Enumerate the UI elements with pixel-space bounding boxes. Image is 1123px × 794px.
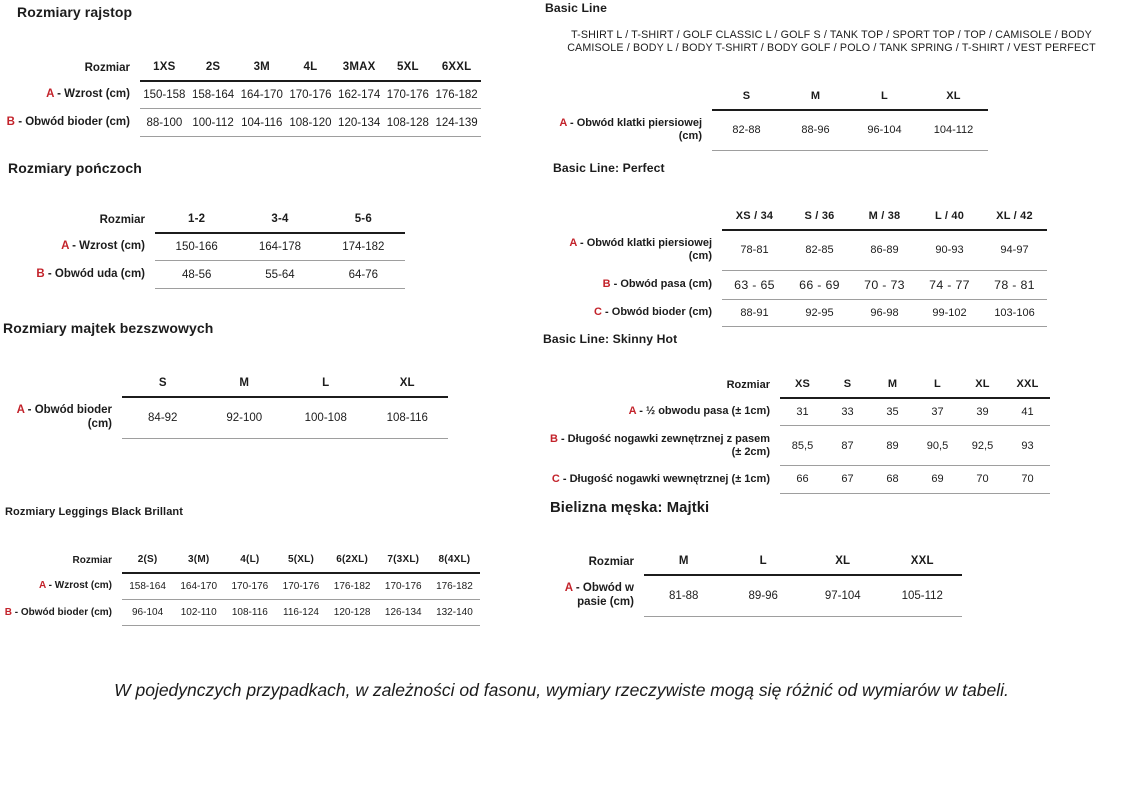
corner-header: Rozmiar (588, 555, 634, 568)
table-cell: 82-85 (787, 230, 852, 270)
row-label (33, 233, 155, 261)
section-title: Rozmiary Leggings Black Brillant (5, 506, 184, 518)
table-row (0, 109, 481, 137)
column-header: L (915, 373, 960, 398)
table-cell: 89 (870, 426, 915, 466)
header-row (0, 56, 481, 81)
table-cell: 69 (915, 466, 960, 493)
column-header: 2S (189, 56, 238, 81)
row-letter: A (559, 116, 567, 129)
table-row (543, 466, 1050, 493)
row-letter: B (4, 606, 12, 618)
table-cell: 37 (915, 398, 960, 426)
table-cell: 108-120 (286, 109, 335, 137)
table-cell: 63 - 65 (722, 270, 787, 299)
section-title: Basic Line: Perfect (553, 161, 665, 175)
row-label-text: - Obwód pasa (cm) (613, 278, 712, 291)
corner-header: Rozmiar (726, 378, 770, 391)
table-cell: 90-93 (917, 230, 982, 270)
table-cell: 158-164 (189, 81, 238, 109)
row-label-text: - Obwód bioder (cm) (18, 115, 130, 128)
table-row (560, 230, 1047, 270)
row-label (560, 230, 722, 270)
row-letter: C (551, 472, 560, 485)
column-header: 1XS (140, 56, 189, 81)
table-cell: 88-91 (722, 299, 787, 326)
column-header: 5(XL) (275, 549, 326, 573)
column-header: 2(S) (122, 549, 173, 573)
table-row (545, 110, 988, 150)
row-label (33, 261, 155, 289)
table-cell: 108-128 (384, 109, 433, 137)
table-cell: 176-182 (327, 573, 378, 600)
column-header: 3-4 (238, 208, 321, 233)
table-cell: 150-166 (155, 233, 238, 261)
corner-header (560, 205, 722, 230)
table-cell: 94-97 (982, 230, 1047, 270)
table-cell: 120-134 (335, 109, 384, 137)
table-cell: 126-134 (378, 600, 429, 626)
row-label (543, 398, 780, 426)
table-cell: 164-178 (238, 233, 321, 261)
table-cell: 96-98 (852, 299, 917, 326)
section-rajstop (0, 4, 540, 137)
row-label (543, 426, 780, 466)
column-header: 3M (237, 56, 286, 81)
table-cell: 31 (780, 398, 825, 426)
table-cell: 92-95 (787, 299, 852, 326)
table-cell: 48-56 (155, 261, 238, 289)
row-label (0, 109, 140, 137)
row-letter: A (16, 404, 25, 416)
table-cell: 67 (825, 466, 870, 493)
header-row (2, 549, 480, 573)
table-cell: 162-174 (335, 81, 384, 109)
section-leggings (0, 506, 540, 626)
table-cell: 164-170 (237, 81, 286, 109)
table-cell: 102-110 (173, 600, 224, 626)
column-header: M (644, 550, 724, 575)
row-label-text: - Obwód bioder (cm) (27, 404, 112, 430)
row-letter: B (36, 267, 45, 280)
table-cell: 170-176 (275, 573, 326, 600)
column-header: 3MAX (335, 56, 384, 81)
table-cell: 97-104 (803, 575, 883, 617)
table-row (543, 426, 1050, 466)
row-letter: A (628, 405, 637, 418)
section-perfect (540, 161, 1123, 327)
column-header: L / 40 (917, 205, 982, 230)
table-cell: 66 - 69 (787, 270, 852, 299)
row-label (560, 299, 722, 326)
table-cell: 78-81 (722, 230, 787, 270)
table-cell: 100-112 (189, 109, 238, 137)
column-header: M (870, 373, 915, 398)
section-majtki-meskie (540, 500, 1123, 617)
table-cell: 70 (960, 466, 1005, 493)
table-cell: 70 - 73 (852, 270, 917, 299)
table-cell: 68 (870, 466, 915, 493)
section-title: Rozmiary majtek bezszwowych (3, 320, 214, 336)
table-cell: 104-116 (237, 109, 286, 137)
column-header: 8(4XL) (429, 549, 480, 573)
row-label (560, 270, 722, 299)
corner-header: Rozmiar (99, 213, 145, 226)
column-header: XXL (1005, 373, 1050, 398)
row-label (2, 397, 122, 439)
column-header: XL (919, 85, 988, 110)
row-label-text: - ½ obwodu pasa (± 1cm) (639, 405, 770, 418)
table-cell: 82-88 (712, 110, 781, 150)
table-cell: 132-140 (429, 600, 480, 626)
size-table-skinny-hot (543, 373, 1050, 494)
row-letter: A (39, 580, 46, 592)
table-row (0, 81, 481, 109)
header-row (2, 372, 448, 397)
table-cell: 93 (1005, 426, 1050, 466)
size-table-rajstop (0, 56, 481, 137)
footnote-text: W pojedynczych przypadkach, w zależności od fasonu, wymiary rzeczywiste mogą się różnić od wymiarów w tabeli. (114, 680, 1009, 700)
table-row (560, 299, 1047, 326)
column-header: L (724, 550, 804, 575)
table-row (2, 573, 480, 600)
table-cell: 86-89 (852, 230, 917, 270)
table-cell: 170-176 (384, 81, 433, 109)
column-header: XL (960, 373, 1005, 398)
column-header: 5XL (384, 56, 433, 81)
table-cell: 87 (825, 426, 870, 466)
table-row (558, 575, 962, 617)
table-cell: 96-104 (122, 600, 173, 626)
row-label-text: - Długość nogawki wewnętrznej (± 1cm) (562, 472, 770, 485)
row-letter: A (569, 237, 577, 249)
table-cell: 84-92 (122, 397, 204, 439)
section-ponczochy (0, 160, 540, 289)
table-cell: 108-116 (367, 397, 449, 439)
table-cell: 70 (1005, 466, 1050, 493)
table-cell: 116-124 (275, 600, 326, 626)
table-cell: 96-104 (850, 110, 919, 150)
row-label-text: - Obwód w pasie (cm) (575, 582, 634, 608)
column-header: L (285, 372, 367, 397)
row-label (0, 81, 140, 109)
section-title: Basic Line: Skinny Hot (543, 332, 678, 346)
row-letter: A (61, 240, 69, 252)
table-cell: 89-96 (724, 575, 804, 617)
table-cell: 55-64 (238, 261, 321, 289)
header-row (560, 205, 1047, 230)
column-header: M (204, 372, 286, 397)
column-header: XXL (883, 550, 963, 575)
row-letter: C (594, 306, 602, 319)
header-row (33, 208, 405, 233)
table-cell: 176-182 (432, 81, 481, 109)
table-cell: 35 (870, 398, 915, 426)
table-cell: 85,5 (780, 426, 825, 466)
column-header: M / 38 (852, 205, 917, 230)
size-table-basic-line (545, 85, 988, 151)
corner-header (2, 372, 122, 397)
table-cell: 81-88 (644, 575, 724, 617)
column-header: 3(M) (173, 549, 224, 573)
table-cell: 176-182 (429, 573, 480, 600)
row-letter: B (6, 115, 15, 128)
column-header: XS / 34 (722, 205, 787, 230)
column-header: 4(L) (224, 549, 275, 573)
row-letter: B (602, 278, 611, 291)
row-label-text: - Wzrost (cm) (57, 88, 130, 100)
size-table-majtki-meskie (558, 550, 962, 617)
corner-header: Rozmiar (84, 61, 130, 74)
row-label-text: - Obwód uda (cm) (47, 267, 145, 280)
table-cell: 92,5 (960, 426, 1005, 466)
column-header: 1-2 (155, 208, 238, 233)
column-header: L (850, 85, 919, 110)
table-cell: 99-102 (917, 299, 982, 326)
column-header: S / 36 (787, 205, 852, 230)
table-cell: 78 - 81 (982, 270, 1047, 299)
table-row (2, 397, 448, 439)
section-title: Basic Line (545, 1, 607, 15)
section-title: Rozmiary rajstop (17, 4, 133, 20)
size-table-leggings (2, 549, 480, 626)
table-cell: 164-170 (173, 573, 224, 600)
row-letter: A (564, 582, 573, 594)
table-cell: 120-128 (327, 600, 378, 626)
size-table-ponczochy (33, 208, 405, 289)
corner-header (545, 85, 712, 110)
row-label-text: - Długość nogawki zewnętrznej z pasem (± 2cm) (560, 432, 770, 458)
header-row (558, 550, 962, 575)
row-label (2, 600, 122, 626)
row-label-text: - Obwód klatki piersiowej (cm) (579, 237, 712, 263)
size-table-majtki-bezszwowe (2, 372, 448, 439)
table-cell: 90,5 (915, 426, 960, 466)
section-title: Rozmiary pończoch (8, 160, 142, 176)
row-label (543, 466, 780, 493)
table-cell: 39 (960, 398, 1005, 426)
row-label-text: - Wzrost (cm) (72, 240, 145, 252)
corner-header: Rozmiar (72, 554, 112, 566)
column-header: S (122, 372, 204, 397)
table-row (2, 600, 480, 626)
table-cell: 64-76 (322, 261, 405, 289)
table-cell: 103-106 (982, 299, 1047, 326)
table-row (33, 261, 405, 289)
column-header: XL / 42 (982, 205, 1047, 230)
row-label (558, 575, 644, 617)
section-majtki-bezszwowe (0, 320, 540, 439)
column-header: XL (803, 550, 883, 575)
basic-line-products: T-SHIRT L / T-SHIRT / GOLF CLASSIC L / GOLF S / TANK TOP / SPORT TOP / TOP / CAMISOLE / BODY CAMISOLE / BODY L / BODY T-SHIRT / BODY GOLF / POLO / TANK SPRING / T-SHIRT / VEST PERFECT (567, 29, 1096, 55)
table-cell: 41 (1005, 398, 1050, 426)
row-letter: B (549, 432, 558, 445)
column-header: 6XXL (432, 56, 481, 81)
table-cell: 66 (780, 466, 825, 493)
column-header: XS (780, 373, 825, 398)
table-cell: 174-182 (322, 233, 405, 261)
table-cell: 105-112 (883, 575, 963, 617)
section-title: Bielizna męska: Majtki (550, 500, 710, 516)
column-header: 6(2XL) (327, 549, 378, 573)
section-basic-line (540, 1, 1123, 151)
column-header: XL (367, 372, 449, 397)
size-table-perfect (560, 205, 1047, 327)
column-header: M (781, 85, 850, 110)
header-row (545, 85, 988, 110)
column-header: S (825, 373, 870, 398)
table-cell: 170-176 (286, 81, 335, 109)
table-cell: 88-96 (781, 110, 850, 150)
row-label (545, 110, 712, 150)
table-cell: 92-100 (204, 397, 286, 439)
table-cell: 33 (825, 398, 870, 426)
row-label-text: - Obwód klatki piersiowej (cm) (569, 116, 702, 142)
row-label-text: - Obwód bioder (cm) (605, 306, 712, 319)
table-row (560, 270, 1047, 299)
column-header: 7(3XL) (378, 549, 429, 573)
column-header: S (712, 85, 781, 110)
row-label (2, 573, 122, 600)
table-cell: 88-100 (140, 109, 189, 137)
column-header: 5-6 (322, 208, 405, 233)
table-cell: 104-112 (919, 110, 988, 150)
table-cell: 150-158 (140, 81, 189, 109)
section-skinny-hot (540, 332, 1123, 494)
row-label-text: - Obwód bioder (cm) (14, 606, 112, 618)
table-cell: 158-164 (122, 573, 173, 600)
column-header: 4L (286, 56, 335, 81)
table-row (543, 398, 1050, 426)
row-letter: A (46, 88, 54, 100)
header-row (543, 373, 1050, 398)
table-cell: 124-139 (432, 109, 481, 137)
table-row (33, 233, 405, 261)
table-cell: 108-116 (224, 600, 275, 626)
row-label-text: - Wzrost (cm) (48, 580, 112, 592)
table-cell: 170-176 (378, 573, 429, 600)
table-cell: 74 - 77 (917, 270, 982, 299)
table-cell: 100-108 (285, 397, 367, 439)
table-cell: 170-176 (224, 573, 275, 600)
